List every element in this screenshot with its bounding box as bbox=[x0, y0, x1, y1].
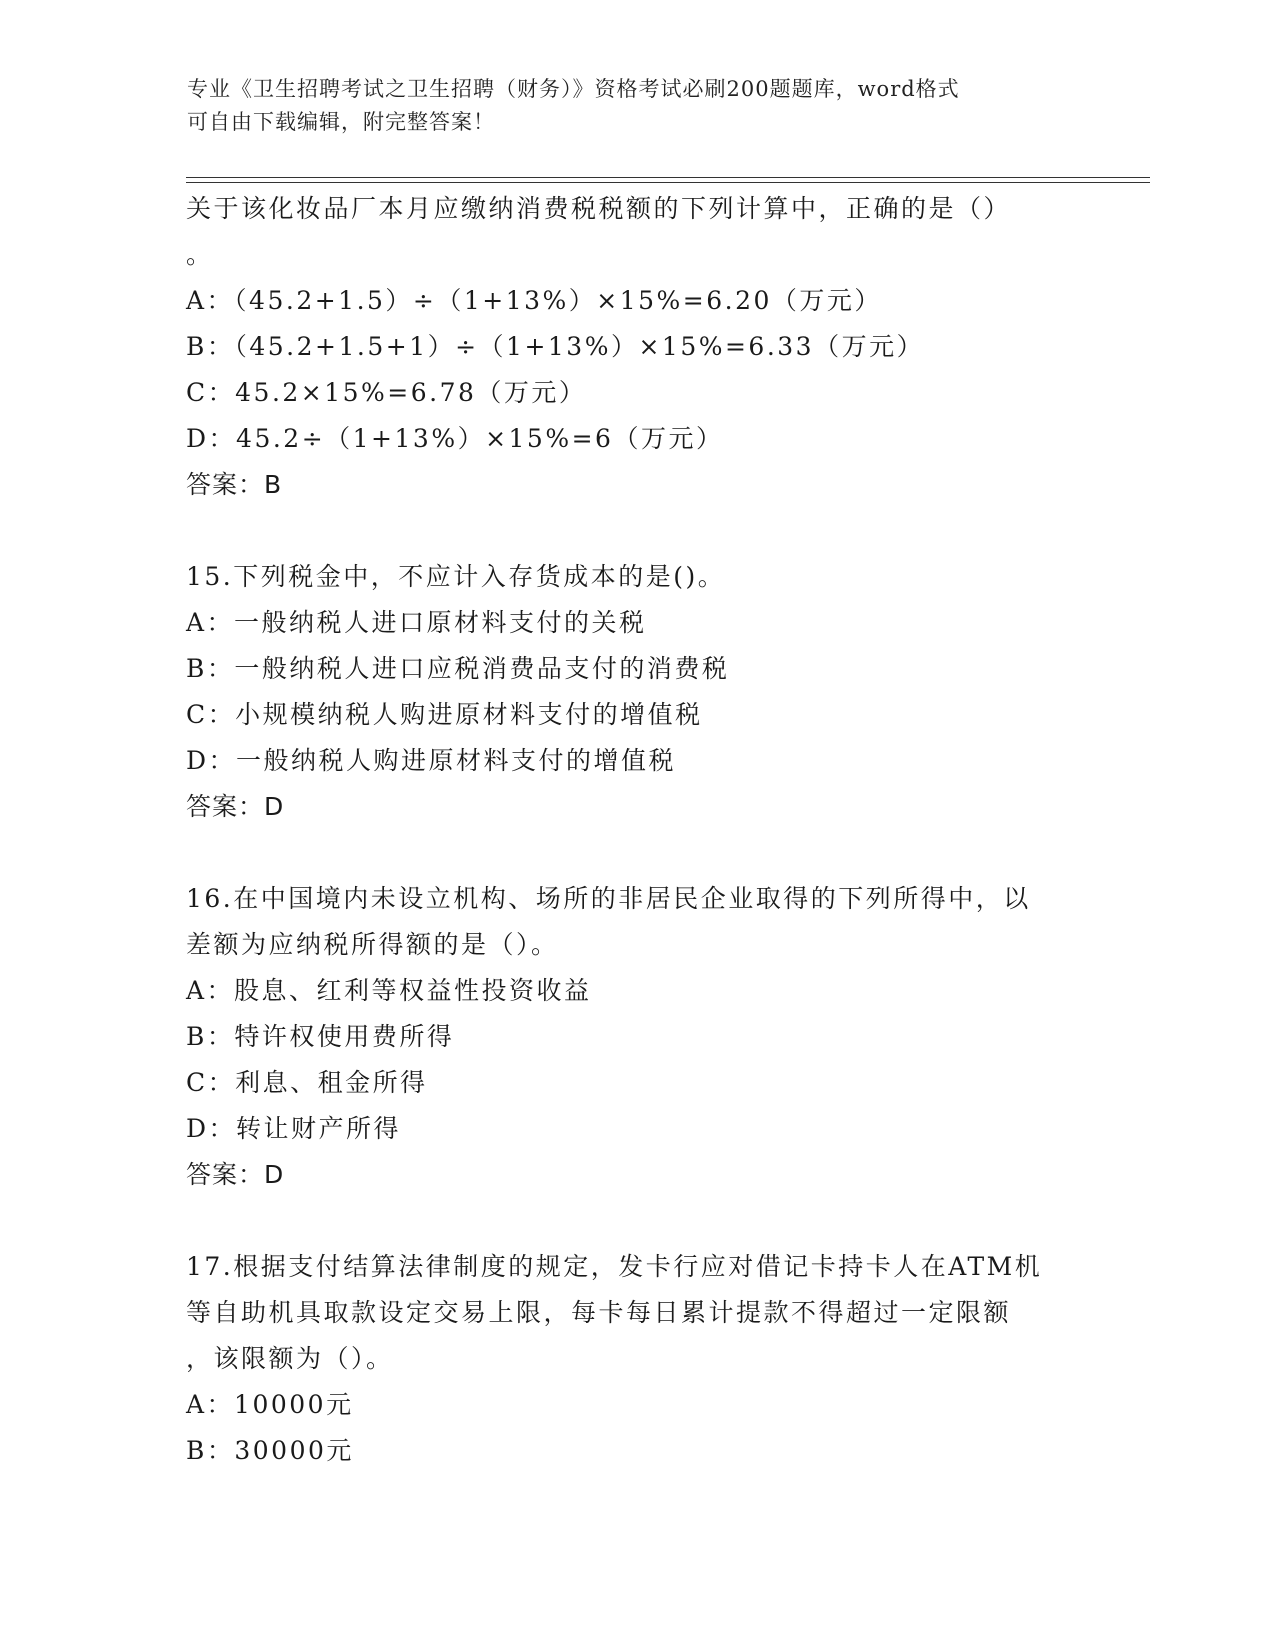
answer-line: 答案：D bbox=[186, 1160, 285, 1189]
question-17 bbox=[186, 1244, 1086, 1474]
answer-line: 答案：B bbox=[186, 470, 283, 499]
header-divider-top bbox=[186, 177, 1150, 178]
option-c: C：小规模纳税人购进原材料支付的增值税 bbox=[186, 700, 703, 729]
option-c: C：利息、租金所得 bbox=[186, 1068, 428, 1097]
option-d: D：转让财产所得 bbox=[186, 1114, 402, 1143]
answer-line: 答案：D bbox=[186, 792, 285, 821]
question-15 bbox=[186, 554, 1086, 830]
question-stem-continued: ，该限额为（）。 bbox=[186, 1344, 394, 1373]
header-title-line-2: 可自由下载编辑，附完整答案！ bbox=[187, 110, 495, 134]
header-title-line-1: 专业《卫生招聘考试之卫生招聘（财务）》资格考试必刷200题题库，word格式 bbox=[187, 77, 960, 101]
spacer bbox=[186, 508, 1086, 554]
option-a: A：股息、红利等权益性投资收益 bbox=[186, 976, 592, 1005]
question-list bbox=[186, 186, 1086, 1474]
question-16 bbox=[186, 876, 1086, 1198]
option-b: B：（45.2+1.5+1）÷（1+13%）×15%=6.33（万元） bbox=[186, 332, 925, 361]
question-stem: 17.根据支付结算法律制度的规定，发卡行应对借记卡持卡人在ATM机 bbox=[186, 1252, 1043, 1281]
option-b: B：30000元 bbox=[186, 1436, 354, 1465]
option-a: A：一般纳税人进口原材料支付的关税 bbox=[186, 608, 647, 637]
option-d: D：45.2÷（1+13%）×15%=6（万元） bbox=[186, 424, 724, 453]
question-stem-continued: 。 bbox=[186, 240, 214, 269]
question-stem: 关于该化妆品厂本月应缴纳消费税税额的下列计算中，正确的是（） bbox=[186, 194, 1012, 223]
option-b: B：一般纳税人进口应税消费品支付的消费税 bbox=[186, 654, 730, 683]
question-stem-continued: 差额为应纳税所得额的是（）。 bbox=[186, 930, 559, 959]
question-stem-continued: 等自助机具取款设定交易上限，每卡每日累计提款不得超过一定限额 bbox=[186, 1298, 1012, 1327]
option-c: C：45.2×15%=6.78（万元） bbox=[186, 378, 587, 407]
option-d: D：一般纳税人购进原材料支付的增值税 bbox=[186, 746, 677, 775]
document-header bbox=[187, 73, 1067, 139]
spacer bbox=[186, 830, 1086, 876]
question-14 bbox=[186, 186, 1086, 508]
question-stem: 16.在中国境内未设立机构、场所的非居民企业取得的下列所得中，以 bbox=[186, 884, 1031, 913]
question-stem: 15.下列税金中，不应计入存货成本的是()。 bbox=[186, 562, 726, 591]
header-divider-bottom bbox=[186, 182, 1150, 183]
option-a: A：（45.2+1.5）÷（1+13%）×15%=6.20（万元） bbox=[186, 286, 882, 315]
option-b: B：特许权使用费所得 bbox=[186, 1022, 455, 1051]
spacer bbox=[186, 1198, 1086, 1244]
option-a: A：10000元 bbox=[186, 1390, 354, 1419]
